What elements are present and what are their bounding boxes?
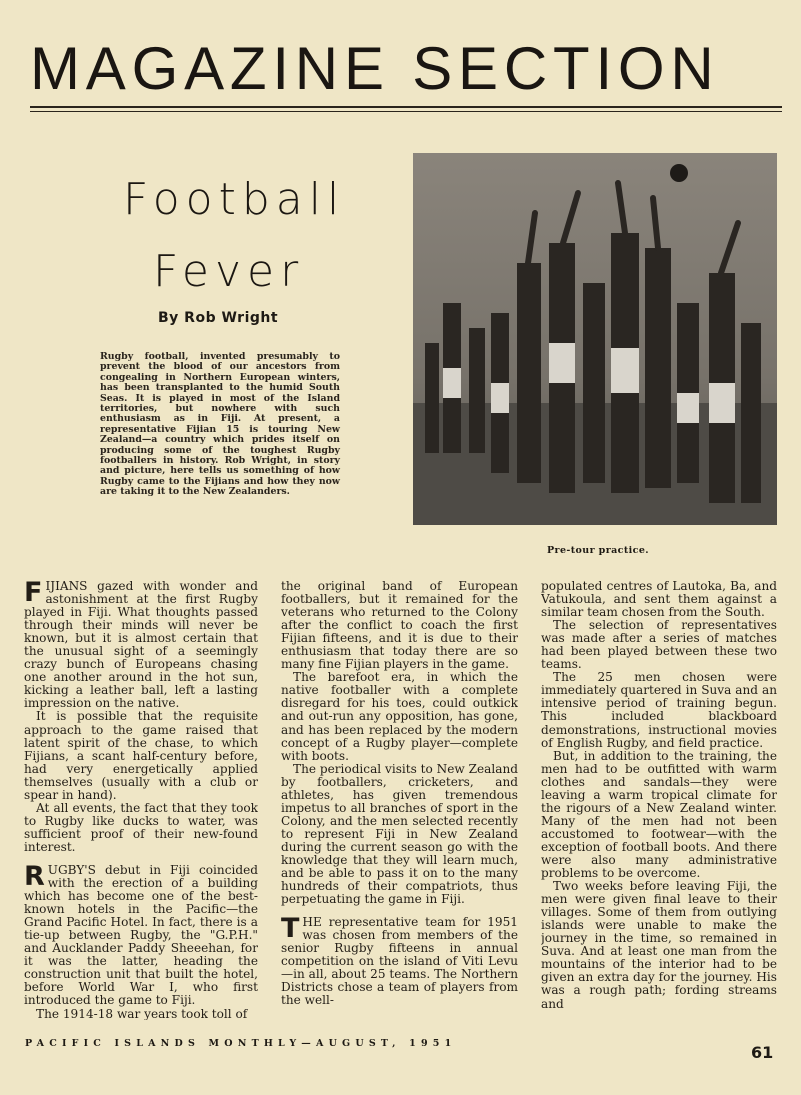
paragraph: The barefoot era, in which the native footballer with a complete disregard for his toes, could outkick and out-run any opposition, has gone, and has been replaced by the modern concept of a Rugby player—complete with boots. [281,670,518,763]
article-column-2 [281,580,518,1020]
paragraph: The selection of representatives was made after a series of matches had been played between these two teams. [541,618,777,672]
paragraph: the original band of European footballers, but it remained for the veterans who returned to the Colony after the conflict to coach the first Fijian fifteens, and it is due to their enthusiasm that today there are so many fine Fijian players in the game. [281,580,518,672]
paragraph: The 25 men chosen were immediately quartered in Suva and an intensive period of training begun. This included blackboard demonstrations, instructional movies of English Rugby, and field practice. [541,670,777,750]
paragraph: The 1914-18 war years took toll of [36,1006,248,1020]
drop-cap: T [281,913,300,945]
photo-caption: Pre-tour practice. [547,545,650,556]
masthead-rule-top [30,106,782,108]
paragraph: At all events, the fact that they took to Rugby like ducks to water, was sufficient proof of their new-found interest. [24,800,258,854]
article-column-3 [541,580,777,1020]
article-intro: Rugby football, invented presumably to prevent the blood of our ancestors from congealing in Northern European winters, has been transplanted to the humid South Seas. It is played in most of the Island territories, but nowhere with such enthusiasm as in Fiji. At present, a representative Fijian 15 is touring New Zealand—a country which prides itself on producing some of the toughest Rugby footballers in history. Rob Wright, in story and picture, here tells us something of how Rugby came to the Fijians and how they now are taking it to the New Zealanders. [100,351,340,498]
paragraph: FIJIANS gazed with wonder and astonishment at the first Rugby played in Fiji. What thoughts passed through their minds will never be known, but it is almost certain that the unusual sight of a seemingly crazy bunch of Europeans chasing one another around in the hot sun, kicking a leather ball, left a lasting impression on the native. [24,580,258,711]
paragraph: The periodical visits to New Zealand by footballers, cricketers, and athletes, has given tremendous impetus to all branches of sport in the Colony, and the men selected recently to represent Fiji in New Zealand during the current season go with the knowledge that they will learn much, and be able to pass it on to the many hundreds of their compatriots, thus perpetuating the game in Fiji. [281,761,518,907]
paragraph: RUGBY'S debut in Fiji coincided with the erection of a building which has become one of the best-known hotels in the Pacific—the Grand Pacific Hotel. In fact, there is a tie-up between Rugby, the "G.P.H." and Aucklander Paddy Sheeehan, for it was the latter, heading the construction unit that built the hotel, before World War I, who first introduced the game to Fiji. [24,860,258,1008]
article-byline: By Rob Wright [158,310,279,326]
article-title-line1: Football [123,174,346,225]
page-number: 61 [751,1043,774,1062]
paragraph: But, in addition to the training, the men had to be outfitted with warm clothes and sandals—they were leaving a warm tropical climate for the rigours of a New Zealand winter. Many of the men had not been accustomed to footwear—with the exception of football boots. And there were also many administrative problems to be overcome. [541,748,777,881]
paragraph: populated centres of Lautoka, Ba, and Vatukoula, and sent them against a similar team chosen from the South. [541,580,777,620]
article-title-line2: Fever [153,246,305,297]
rugby-lineout-photo [413,153,777,525]
paragraph: It is possible that the requisite approach to the game raised that latent spirit of the chase, to which Fijians, a scant half-century before, had very energetically applied themselves (usually with a club or spear in hand). [24,709,258,802]
masthead-title: MAGAZINE SECTION [30,35,720,102]
paragraph: THE representative team for 1951 was chosen from members of the senior Rugby fifteens in annual competition on the island of Viti Levu—in all, about 25 teams. The Northern Districts chose a team of players from the well- [281,913,518,1008]
drop-cap: F [24,580,43,608]
footer-publication: PACIFIC ISLANDS MONTHLY—AUGUST, 1951 [25,1038,457,1049]
masthead-rule-bottom [30,111,782,112]
article-column-1 [24,580,258,1020]
paragraph: Two weeks before leaving Fiji, the men were given final leave to their villages. Some of them from outlying islands were unable to make the journey in the time, so remained in Suva. And at least one man from the mountains of the interior had to be given an extra day for the journey. His was a rough path; fording streams and [541,879,777,1011]
drop-cap: R [24,860,45,892]
